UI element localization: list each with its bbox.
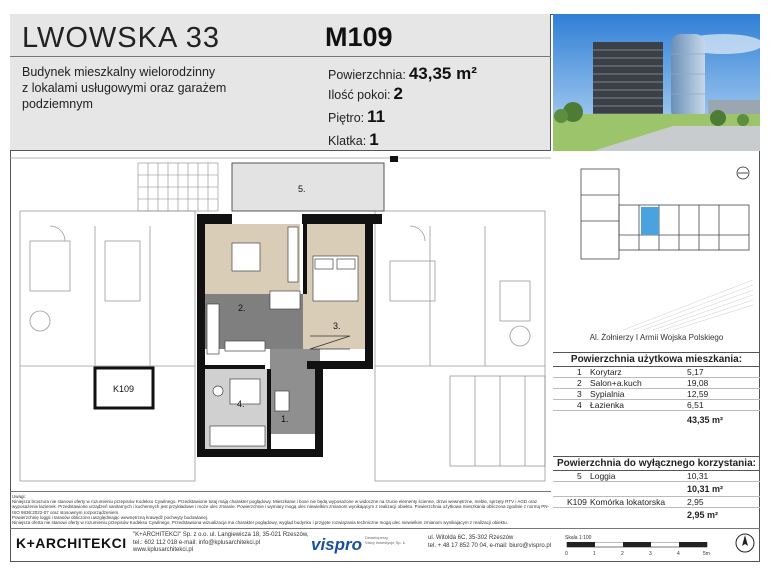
contact-line: tel.: 602 112 018 e-mail: info@kplusarchitekci.pl <box>133 539 261 546</box>
unit-highlight <box>641 207 659 235</box>
param-label: Powierzchnia: <box>328 68 406 82</box>
table-row: 5 Loggia 10,31 <box>553 471 760 482</box>
param-value: 11 <box>367 107 386 126</box>
note-line: Niniejsza broszura nie stanowi oferty w rozumieniu przepisów Kodeksu Cywilnego. Przedstawione tutaj mają charakter poglądowy. Mieszkanie i boxe nie będą wyposażone w widoczne na rzucie elementy ścienne, drzwi wewnętrzne, meble, sprzęty RTV i AGD oraz wyposażenie łazienek. Przedstawione urządzeń sanitarnych i kuchennych jest przykładowe i może ulec zmianie. Powierzchnie i wymiary mogą ulec niewielkim zmianom wynikającym z realizacji obiektu. Powierzchnia użytkowa mieszkania obliczona zgodnie z normą PN-ISO 9836:2022-07 oraz stosownym rozporządzeniem. <box>12 499 549 515</box>
room-label-2: 2. <box>238 303 246 313</box>
description-line: Budynek mieszkalny wielorodzinny <box>22 65 216 79</box>
footer-divider <box>10 491 551 492</box>
north-arrow-icon <box>734 532 756 559</box>
param-rooms <box>328 84 403 104</box>
disclaimer-notes <box>12 494 552 525</box>
project-title: LWOWSKA 33 <box>22 22 221 54</box>
unit-code: M109 <box>325 22 393 52</box>
param-label: Klatka: <box>328 134 367 148</box>
room-label-1: 1. <box>281 414 289 424</box>
street-name: Al. Żołnierzy I Armii Wojska Polskiego <box>589 333 724 342</box>
scale-tick: 5m <box>703 551 710 557</box>
table-heading: Powierzchnia użytkowa mieszkania: <box>553 352 760 367</box>
scale-label: Skala 1:100 <box>565 535 592 541</box>
room-label-5: 5. <box>298 184 306 194</box>
usable-area-table <box>553 352 760 429</box>
developer-logo: vispro <box>311 535 363 554</box>
param-area <box>328 64 477 84</box>
key-plan <box>553 155 760 340</box>
table-heading: Powierzchnia do wyłącznego korzystania: <box>553 456 760 471</box>
floor-plan <box>10 151 551 491</box>
param-label: Piętro: <box>328 111 365 125</box>
param-label: Ilość pokoi: <box>328 88 391 102</box>
param-floor <box>328 107 385 127</box>
storage-label: K109 <box>113 384 135 394</box>
contact-line: www.kplusarchitekci.pl <box>133 547 194 553</box>
building-description <box>22 64 282 112</box>
param-staircase <box>328 130 379 150</box>
scale-tick: 1 <box>593 551 596 557</box>
scale-tick: 2 <box>621 551 624 557</box>
table-storage-total: 2,95 m² <box>687 510 719 520</box>
scale-tick: 0 <box>565 551 568 557</box>
note-line: Uwagi: <box>12 494 26 499</box>
param-value: 43,35 m² <box>408 64 477 83</box>
table-row: 2 Salon+a.kuch 19,08 <box>553 378 760 389</box>
contact-line: tel. + 48 17 852 70 04, e-mail: biuro@vispro.pl <box>428 542 551 549</box>
architect-logo: K+ARCHITEKCI <box>16 535 127 551</box>
subtitle-line: Visby Inwestycje Sp. k. <box>365 540 406 545</box>
header-divider <box>10 56 551 57</box>
description-line: z lokalami usługowymi oraz garażem <box>22 81 227 95</box>
table-total: 43,35 m² <box>687 415 724 425</box>
building-visualization <box>553 14 760 151</box>
scale-tick: 3 <box>649 551 652 557</box>
note-line: Niniejsza oferta nie stanowi oferty w rozumieniu przepisów Kodeksu Cywilnego. Przedstawiona wizualizacja ma charakter poglądowy, wygląd budynku i przyjęte rozwiązania techniczne mogą ulec niewielkim zmianom wynikającym z realizacji obiektu. <box>12 520 508 526</box>
developer-contact <box>428 535 551 550</box>
contact-line: ul. Witolda 6C, 35-302 Rzeszów <box>428 535 514 541</box>
room-label-4: 4. <box>237 399 245 409</box>
description-line: podziemnym <box>22 97 93 111</box>
architect-contact <box>133 532 309 555</box>
table-row: K109 Komórka lokatorska 2,95 <box>553 497 760 508</box>
table-subtotal: 10,31 m² <box>553 482 760 497</box>
table-row: 4 Łazienka 6,51 <box>553 400 760 411</box>
footer-divider <box>10 528 760 529</box>
table-row: 1 Korytarz 5,17 <box>553 367 760 378</box>
scale-bar <box>563 542 723 558</box>
room-label-3: 3. <box>333 321 341 331</box>
scale-tick: 4 <box>677 551 680 557</box>
subtitle-line: Deweloperzy <box>365 535 389 540</box>
note-line: Powierzchnię loggii i tarasów obliczono uwzględniając wewnętrzną krawędź pochwyty budowlanej. <box>12 514 209 520</box>
param-value: 2 <box>393 84 403 103</box>
exclusive-use-table <box>553 456 760 522</box>
table-row: 3 Sypialnia 12,59 <box>553 389 760 400</box>
contact-line: "K+ARCHITEKCI" Sp. z o.o. ul. Langiewicza 18, 35-021 Rzeszów, <box>133 532 309 538</box>
developer-subtitle <box>365 535 415 545</box>
param-value: 1 <box>369 130 379 149</box>
